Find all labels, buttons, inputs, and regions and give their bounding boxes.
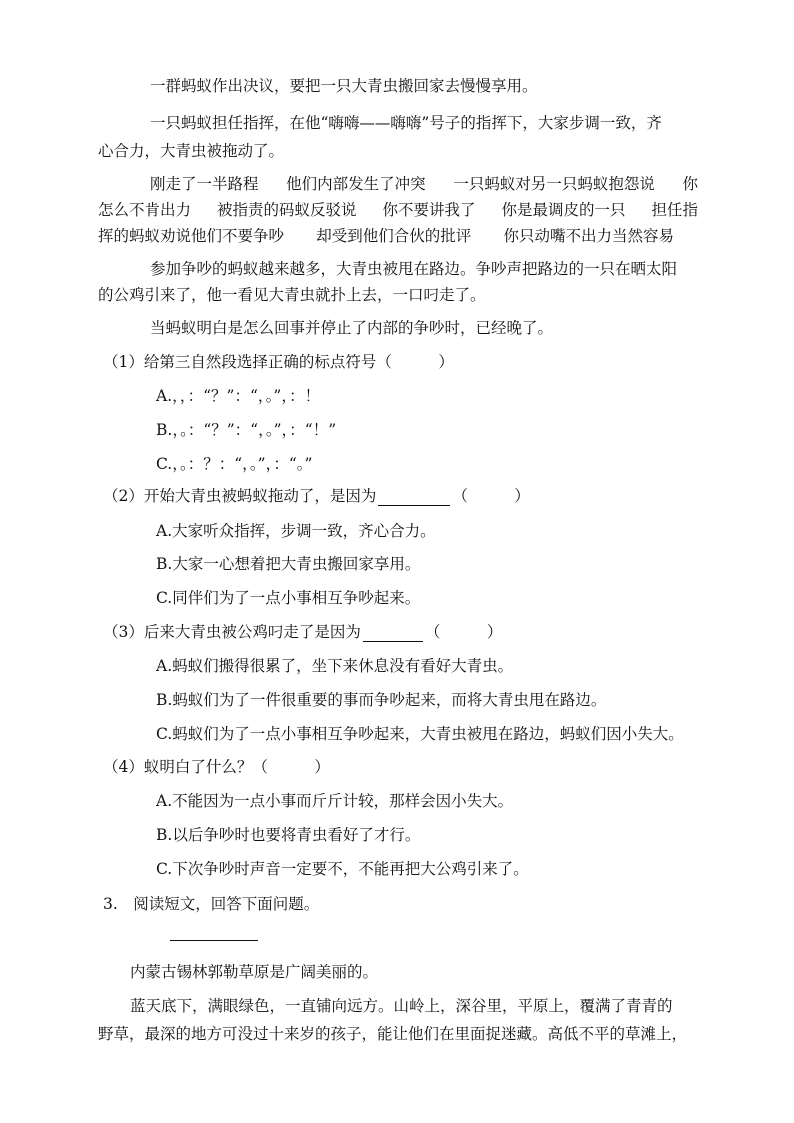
question-4-option-c: C.下次争吵时声音一定要不，不能再把大公鸡引来了。 [156, 860, 529, 878]
paragraph-3-line-1 [150, 174, 698, 194]
paragraph-4-line-2: 的公鸡引来了，他一看见大青虫就扑上去，一口叼走了。 [98, 286, 486, 304]
question-3-option-a: A.蚂蚁们搬得很累了，坐下来休息没有看好大青虫。 [156, 657, 514, 675]
question-3-option-c: C.蚂蚁们为了一点小事相互争吵起来，大青虫被甩在路边，蚂蚁们因小失大。 [156, 725, 684, 743]
question-1-option-c: C.，。：？：“，。”，：“。” [156, 455, 313, 473]
paragraph-5: 当蚂蚁明白是怎么回事并停止了内部的争吵时，已经晚了。 [150, 319, 554, 337]
question-1-option-b: B.，。：“？”：“，。”，：“！” [156, 421, 337, 439]
text-fragment: 你不要讲我了 [382, 201, 476, 219]
question-1-stem: （1）给第三自然段选择正确的标点符号（ ） [103, 353, 454, 371]
question-4-option-a: A.不能因为一点小事而斤斤计较，那样会因小失大。 [156, 792, 514, 810]
answer-parentheses: （ ） [452, 487, 530, 505]
text-fragment: 他们内部发生了冲突 [286, 175, 426, 193]
question-3-option-b: B.蚂蚁们为了一件很重要的事而争吵起来，而将大青虫甩在路边。 [156, 691, 607, 709]
paragraph-3-line-3 [98, 226, 674, 246]
text-fragment: 被指责的码蚁反驳说 [216, 201, 357, 219]
text-fragment: 怎么不肯出力 [98, 201, 192, 219]
question-3-stem [103, 622, 502, 642]
question-4-stem: （4）蚁明白了什么？（ ） [103, 758, 330, 776]
text-fragment: 你只动嘴不出力当然容易 [503, 227, 674, 245]
answer-blank[interactable] [378, 489, 450, 506]
paragraph-4-line-1: 参加争吵的蚂蚁越来越多，大青虫被甩在路边。争吵声把路边的一只在晒太阳 [150, 260, 678, 278]
section-3-paragraph-2-line-1: 蓝天底下，满眼绿色，一直铺向远方。山岭上，深谷里，平原上，覆满了青青的 [130, 997, 673, 1015]
question-1-option-a: A.，，：“？”：“，。”，：！ [156, 387, 321, 405]
paragraph-2-line-2: 心合力，大青虫被拖动了。 [98, 142, 285, 160]
question-4-option-b: B.以后争吵时也要将青虫看好了才行。 [156, 826, 421, 844]
section-3-paragraph-2-line-2: 野草，最深的地方可没过十来岁的孩子，能让他们在里面捉迷藏。高低不平的草滩上， [98, 1025, 688, 1043]
text-fragment: 却受到他们合伙的批评 [316, 227, 472, 245]
question-2-option-c: C.同伴们为了一点小事相互争吵起来。 [156, 589, 421, 607]
question-2-option-a: A.大家听众指挥，步调一致，齐心合力。 [156, 522, 436, 540]
text-fragment: 你是最调皮的一只 [501, 201, 626, 219]
text-fragment: 担任指 [651, 201, 698, 219]
paragraph-3-line-2 [98, 200, 698, 220]
section-3-heading: 3. 阅读短文，回答下面问题。 [103, 895, 320, 913]
section-3-paragraph-1: 内蒙古锡林郭勒草原是广阔美丽的。 [130, 963, 379, 981]
question-2-stem-text: （2）开始大青虫被蚂蚁拖动了，是因为 [103, 487, 377, 505]
answer-parentheses: （ ） [424, 623, 503, 641]
question-2-stem [103, 486, 530, 506]
text-fragment: 挥的蚂蚁劝说他们不要争吵 [98, 227, 285, 245]
question-3-stem-text: （3）后来大青虫被公鸡叼走了是因为 [103, 623, 361, 641]
title-blank-line[interactable] [170, 940, 258, 941]
text-fragment: 刚走了一半路程 [150, 175, 259, 193]
text-fragment: 你 [682, 175, 698, 193]
answer-blank[interactable] [363, 625, 423, 642]
text-fragment: 一只蚂蚁对另一只蚂蚁抱怨说 [453, 175, 655, 193]
question-2-option-b: B.大家一心想着把大青虫搬回家享用。 [156, 555, 421, 573]
paragraph-2-line-1: 一只蚂蚁担任指挥，在他“嗨嗨——嗨嗨”号子的指挥下，大家步调一致，齐 [150, 114, 662, 132]
paragraph-1: 一群蚂蚁作出决议，要把一只大青虫搬回家去慢慢享用。 [150, 77, 538, 95]
